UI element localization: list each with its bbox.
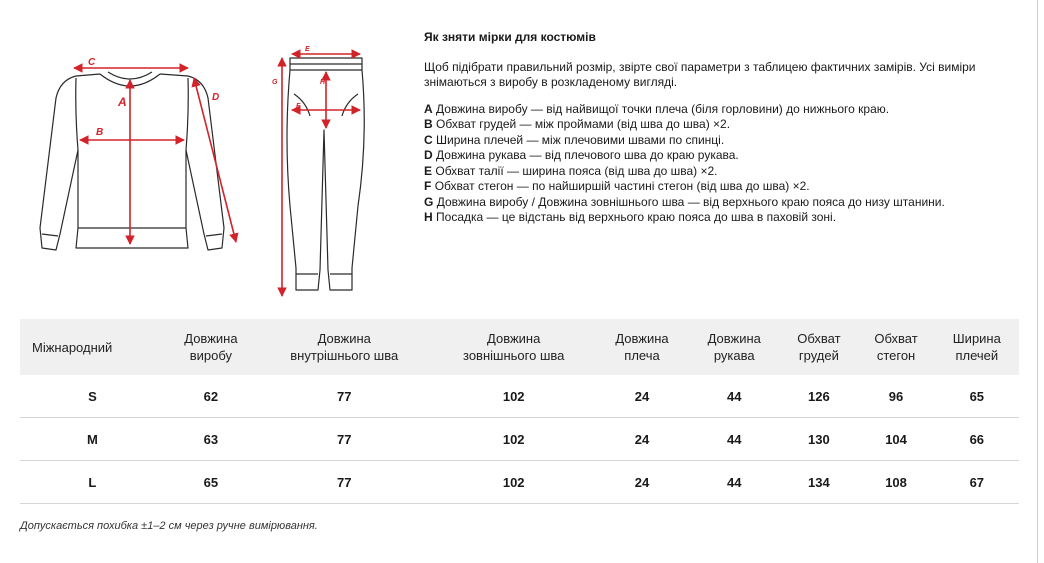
value-cell: 134 — [780, 461, 857, 504]
value-cell: 62 — [165, 375, 257, 418]
label-h: H — [320, 79, 326, 86]
col-header-international: Міжнародний — [20, 319, 165, 375]
value-cell: 24 — [596, 418, 688, 461]
measure-item-e: E Обхват талії — ширина пояса (від шва до шва) ×2. — [424, 163, 718, 178]
label-e: E — [305, 46, 310, 53]
value-cell: 65 — [935, 375, 1019, 418]
measure-item-f: F Обхват стегон — по найширшій частині стегон (від шва до шва) ×2. — [424, 179, 810, 193]
value-cell: 77 — [257, 418, 431, 461]
label-d: D — [212, 92, 220, 103]
size-table — [20, 319, 1019, 504]
pants-arrow-labels — [272, 46, 326, 110]
tolerance-note: Допускається похибка ±1–2 см через ручне вимірювання. — [20, 520, 318, 532]
measure-item-d: D Довжина рукава — від плечового шва до краю рукава. — [424, 148, 739, 162]
value-cell: 102 — [431, 375, 595, 418]
value-cell: 130 — [780, 418, 857, 461]
measure-item-g: G Довжина виробу / Довжина зовнішнього шва — від верхнього краю пояса до низу штанини. — [424, 194, 945, 209]
sweater-outline — [40, 72, 224, 250]
col-header-hips: Обхват стегон — [857, 319, 934, 375]
instructions-intro: Щоб підібрати правильний розмір, звірте свої параметри з таблицею фактичних замірів. Усі виміри знімаються з виробу в розкладеному вигляді. — [424, 59, 976, 89]
size-cell: M — [20, 418, 165, 461]
size-cell: L — [20, 461, 165, 504]
right-border-line — [1037, 0, 1038, 563]
label-c: C — [88, 57, 96, 68]
table-row — [20, 461, 1019, 504]
value-cell: 77 — [257, 375, 431, 418]
value-cell: 44 — [688, 418, 780, 461]
value-cell: 44 — [688, 375, 780, 418]
col-header-shoulder-length: Довжина плеча — [596, 319, 688, 375]
label-a: A — [118, 95, 127, 109]
value-cell: 63 — [165, 418, 257, 461]
pants-arrows — [282, 54, 360, 296]
col-header-inseam: Довжина внутрішнього шва — [257, 319, 431, 375]
value-cell: 67 — [935, 461, 1019, 504]
col-header-shoulder-width: Ширина плечей — [935, 319, 1019, 375]
table-row — [20, 375, 1019, 418]
value-cell: 66 — [935, 418, 1019, 461]
value-cell: 96 — [857, 375, 934, 418]
value-cell: 126 — [780, 375, 857, 418]
value-cell: 108 — [857, 461, 934, 504]
value-cell: 102 — [431, 418, 595, 461]
col-header-chest: Обхват грудей — [780, 319, 857, 375]
measurement-diagram — [20, 38, 380, 303]
value-cell: 24 — [596, 375, 688, 418]
measurement-instructions — [424, 30, 1024, 226]
value-cell: 24 — [596, 461, 688, 504]
label-f: F — [296, 103, 301, 110]
label-b: B — [96, 127, 104, 138]
measure-item-a: A Довжина виробу — від найвищої точки плеча (біля горловини) до нижнього краю. — [424, 101, 890, 116]
col-header-sleeve-length: Довжина рукава — [688, 319, 780, 375]
value-cell: 102 — [431, 461, 595, 504]
size-cell: S — [20, 375, 165, 418]
value-cell: 77 — [257, 461, 431, 504]
value-cell: 104 — [857, 418, 934, 461]
instructions-title: Як зняти мірки для костюмів — [424, 30, 596, 44]
label-g: G — [272, 79, 278, 86]
value-cell: 44 — [688, 461, 780, 504]
col-header-outseam: Довжина зовнішнього шва — [431, 319, 595, 375]
col-header-length: Довжина виробу — [165, 319, 257, 375]
table-row — [20, 418, 1019, 461]
measure-item-h: H Посадка — це відстань від верхнього краю пояса до шва в паховій зоні. — [424, 210, 837, 224]
measure-item-b: B Обхват грудей — між проймами (від шва до шва) ×2. — [424, 117, 731, 131]
measure-item-c: C Ширина плечей — між плечовими швами по спинці. — [424, 132, 725, 147]
value-cell: 65 — [165, 461, 257, 504]
size-table-header — [20, 319, 1019, 375]
